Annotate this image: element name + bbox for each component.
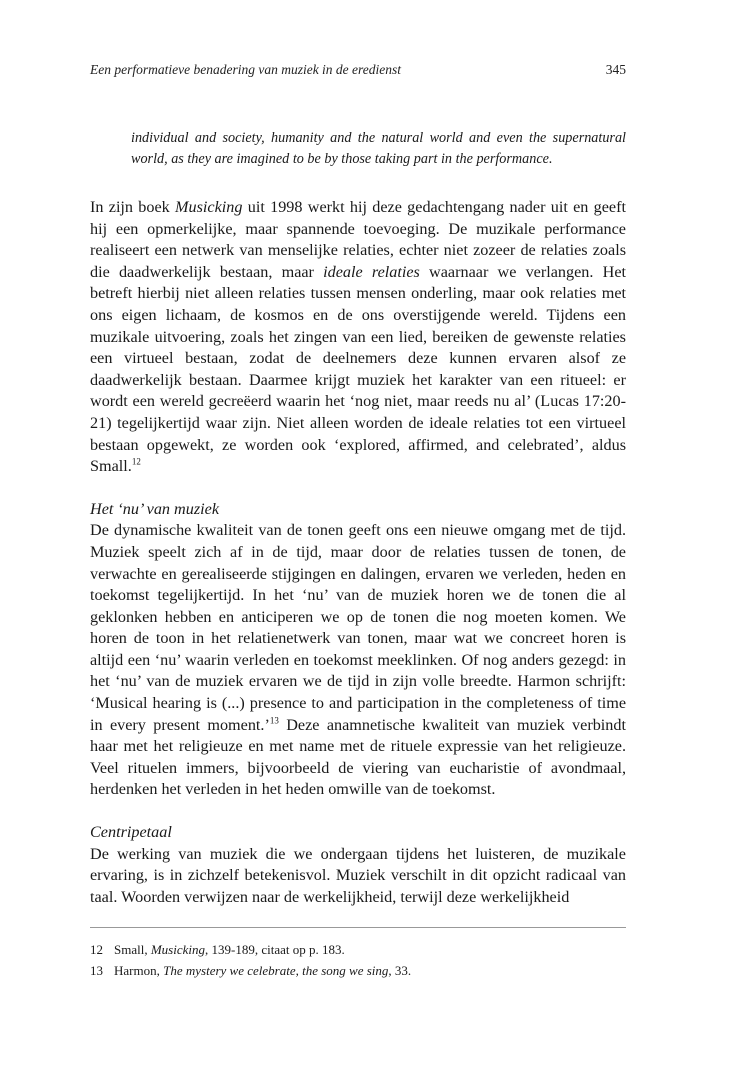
footnote-divider: [90, 927, 626, 928]
page-number: 345: [605, 62, 626, 77]
footnote-13: [90, 961, 626, 982]
footnote-ref-13[interactable]: 13: [269, 715, 279, 726]
text-run: uit 1998 werkt hij deze gedachtengang nader uit en geeft hij een opmerkelijke, maar spannende toevoeging. De muzikale performance realiseert een netwerk van menselijke relaties, echter niet zozeer de relaties zoals die daadwerkelijk bestaan, maar: [90, 198, 626, 281]
section-heading-centripetaal: Centripetaal: [90, 823, 172, 842]
text-run: Deze anamnetische kwaliteit van muziek verbindt haar met het religieuze en met name met de rituele expressie van het religieuze. Veel rituelen immers, bijvoorbeeld de viering van eucharistie of avondmaal, herdenken het verleden in het heden omwille van de toekomst.: [90, 715, 626, 799]
book-title-musicking: Musicking: [175, 198, 243, 216]
paragraph-centripetaal: De werking van muziek die we ondergaan tijdens het luisteren, de muzikale ervaring, is in zichzelf betekenisvol. Muziek verschilt in dit opzicht radicaal van taal. Woorden verwijzen naar de werkelijkheid, terwijl deze werkelijkheid: [90, 844, 626, 906]
footnote-title: Musicking: [150, 942, 205, 957]
paragraph-nu: [90, 520, 626, 801]
emphasis-ideale-relaties: ideale relaties: [323, 262, 420, 281]
footnote-rest: , 33.: [388, 962, 412, 978]
paragraph-musicking: [90, 197, 626, 478]
footnote-ref-12[interactable]: 12: [131, 456, 141, 467]
footnote-12: [90, 940, 626, 961]
running-head: [90, 62, 626, 82]
text-run: waarnaar we verlangen. Het betreft hierbij niet alleen relaties tussen mensen onderling, maar ook relaties met ons eigen lichaam, de kosmos en de ons overstijgende wereld. Tijdens een muzikale uitvoering, zoals het zingen van een lied, bereiken de gewenste relaties een virtueel bestaan, zodat de deelnemers deze kunnen ervaren alsof ze daadwerkelijk bestaan. Daarmee krijgt muziek het karakter van een ritueel: er wordt een wereld gecreëerd waarin het ‘nog niet, maar reeds nu al’ (Lucas 17:20-21) tegelijkertijd waar zijn. Niet alleen worden de ideale relaties tot een virtueel bestaan opgewekt, ze worden ook ‘explored, affirmed, and celebrated’, aldus Small.: [90, 262, 626, 476]
footnote-number: 13: [90, 962, 103, 978]
text-run: De dynamische kwaliteit van de tonen geeft ons een nieuwe omgang met de tijd. Muziek speelt zich af in de tijd, maar door de relaties tussen de tonen, de verwachte en gerealiseerde stijgingen en dalingen, ervaren we verleden, heden en toekomst tegelijkertijd. In het ‘nu’ van de muziek horen we de tonen die al geklonken hebben en anticiperen we op de tonen die nog moeten komen. We horen de toon in het relatienetwerk van tonen, maar wat we concreet horen is altijd een ‘nu’ waarin verleden en toekomst meeklinken. Of nog anders gezegd: in het ‘nu’ van de muziek ervaren we de tijd in zijn volle breedte. Harmon schrijft: ‘Musical hearing is (...) presence to and participation in the completeness of time in every present moment.’: [90, 521, 626, 734]
block-quote: individual and society, humanity and the natural world and even the supernatural world, as they are imagined to be by those taking part in the performance.: [131, 130, 626, 167]
footnote-author: Harmon,: [114, 962, 164, 978]
running-head-title: Een performatieve benadering van muziek in de eredienst: [90, 62, 402, 77]
footnotes: [90, 940, 626, 981]
footnote-number: 12: [90, 942, 103, 957]
footnote-author: Small,: [114, 942, 151, 957]
footnote-title: The mystery we celebrate, the song we sing: [163, 962, 389, 978]
footnote-rest: , 139-189, citaat op p. 183.: [205, 942, 345, 957]
section-heading-nu: Het ‘nu’ van muziek: [90, 499, 220, 518]
text-run: In zijn boek: [90, 198, 176, 216]
page-body: [90, 62, 626, 908]
